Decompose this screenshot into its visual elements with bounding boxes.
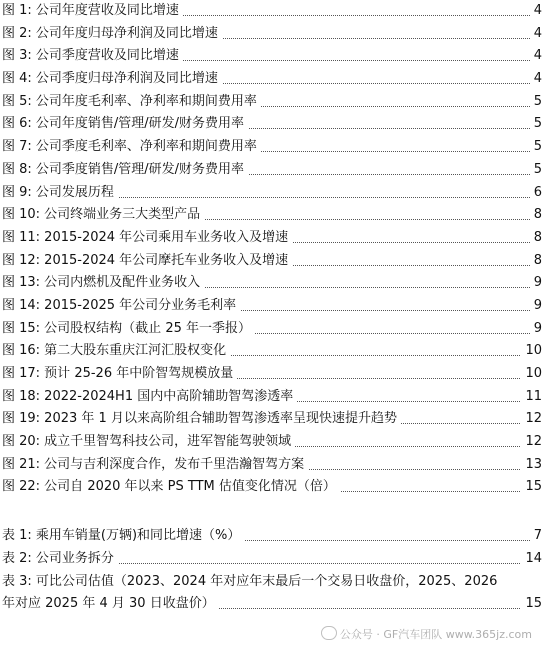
page-number: 8 (530, 250, 542, 273)
entry-label: 图 6: 公司年度销售/管理/研发/财务费用率 (2, 113, 248, 136)
figure-entry-9[interactable] (0, 182, 550, 205)
page-number: 7 (530, 525, 542, 548)
entry-label: 图 20: 成立千里智驾科技公司，进军智能驾驶领域 (2, 431, 295, 454)
figure-entry-8[interactable] (0, 159, 550, 182)
entry-label: 图 4: 公司季度归母净利润及同比增速 (2, 68, 222, 91)
page-number: 15 (521, 476, 542, 499)
figure-entry-14[interactable] (0, 295, 550, 318)
entry-label: 图 8: 公司季度销售/管理/研发/财务费用率 (2, 159, 248, 182)
page-number: 4 (530, 23, 542, 46)
figure-entry-11[interactable] (0, 227, 550, 250)
figure-entry-6[interactable] (0, 113, 550, 136)
entry-label: 图 16: 第二大股东重庆江河汇股权变化 (2, 340, 230, 363)
page-number: 8 (530, 227, 542, 250)
entry-label: 图 5: 公司年度毛利率、净利率和期间费用率 (2, 91, 261, 114)
page-number: 12 (521, 408, 542, 431)
entry-label: 图 9: 公司发展历程 (2, 182, 118, 205)
figure-entry-21[interactable] (0, 454, 550, 477)
entry-label: 图 13: 公司内燃机及配件业务收入 (2, 272, 204, 295)
figure-entry-10[interactable] (0, 204, 550, 227)
page-number: 11 (521, 386, 542, 409)
entry-label: 图 19: 2023 年 1 月以来高阶组合辅助智驾渗透率呈现快速提升趋势 (2, 408, 401, 431)
table-entry-1[interactable] (0, 525, 550, 548)
page-number: 9 (530, 295, 542, 318)
page-number: 6 (530, 182, 542, 205)
entry-label: 图 7: 公司季度毛利率、净利率和期间费用率 (2, 136, 261, 159)
entry-label: 图 15: 公司股权结构（截止 25 年一季报） (2, 318, 255, 341)
page-number: 4 (530, 0, 542, 23)
figure-entry-4[interactable] (0, 68, 550, 91)
watermark (321, 626, 532, 642)
page-number: 13 (521, 454, 542, 477)
entry-label: 图 22: 公司自 2020 年以来 PS TTM 估值变化情况（倍） (2, 476, 340, 499)
figure-entry-17[interactable] (0, 363, 550, 386)
entry-label: 图 10: 公司终端业务三大类型产品 (2, 204, 204, 227)
section-gap (0, 499, 550, 525)
table-3-continuation[interactable] (0, 593, 550, 616)
page-number: 9 (530, 272, 542, 295)
page-number: 14 (521, 548, 542, 571)
page-number: 15 (521, 593, 542, 616)
figure-entry-22[interactable] (0, 476, 550, 499)
page-number: 5 (530, 136, 542, 159)
figure-entry-2[interactable] (0, 23, 550, 46)
page-number: 10 (521, 363, 542, 386)
watermark-text: 公众号 · GF汽车团队 (339, 628, 443, 641)
page-number: 8 (530, 204, 542, 227)
entry-label: 表 1: 乘用车销量(万辆)和同比增速（%） (2, 525, 244, 548)
page-number: 12 (521, 431, 542, 454)
figure-entry-3[interactable] (0, 45, 550, 68)
entry-label: 图 14: 2015-2025 年公司分业务毛利率 (2, 295, 240, 318)
figure-entry-12[interactable] (0, 250, 550, 273)
entry-label: 表 2: 公司业务拆分 (2, 548, 118, 571)
figure-entry-5[interactable] (0, 91, 550, 114)
entry-label: 年对应 2025 年 4 月 30 日收盘价） (2, 593, 219, 616)
page-number: 10 (521, 340, 542, 363)
entry-label: 图 18: 2022-2024H1 国内中高阶辅助智驾渗透率 (2, 386, 297, 409)
entry-label: 图 2: 公司年度归母净利润及同比增速 (2, 23, 222, 46)
wechat-icon (321, 626, 337, 640)
page-number: 5 (530, 159, 542, 182)
figure-entry-20[interactable] (0, 431, 550, 454)
page-number: 9 (530, 318, 542, 341)
entry-label: 图 21: 公司与吉利深度合作，发布千里浩瀚智驾方案 (2, 454, 308, 477)
entry-label: 表 3: 可比公司估值（2023、2024 年对应年末最后一个交易日收盘价，2025、2026 (2, 571, 501, 594)
watermark-site: www.365jz.com (445, 628, 532, 641)
table-list (0, 525, 550, 593)
table-entry-3[interactable] (0, 571, 550, 594)
page-number: 5 (530, 91, 542, 114)
figure-entry-13[interactable] (0, 272, 550, 295)
entry-label: 图 17: 预计 25-26 年中阶智驾规模放量 (2, 363, 237, 386)
entry-label: 图 11: 2015-2024 年公司乘用车业务收入及增速 (2, 227, 292, 250)
entry-label: 图 3: 公司季度营收及同比增速 (2, 45, 183, 68)
figure-entry-15[interactable] (0, 318, 550, 341)
page-number: 4 (530, 45, 542, 68)
figure-entry-1[interactable] (0, 0, 550, 23)
figure-entry-19[interactable] (0, 408, 550, 431)
figure-entry-7[interactable] (0, 136, 550, 159)
page-number: 4 (530, 68, 542, 91)
entry-label: 图 1: 公司年度营收及同比增速 (2, 0, 183, 23)
entry-label: 图 12: 2015-2024 年公司摩托车业务收入及增速 (2, 250, 292, 273)
figure-entry-16[interactable] (0, 340, 550, 363)
page-number: 5 (530, 113, 542, 136)
figure-entry-18[interactable] (0, 386, 550, 409)
table-entry-2[interactable] (0, 548, 550, 571)
